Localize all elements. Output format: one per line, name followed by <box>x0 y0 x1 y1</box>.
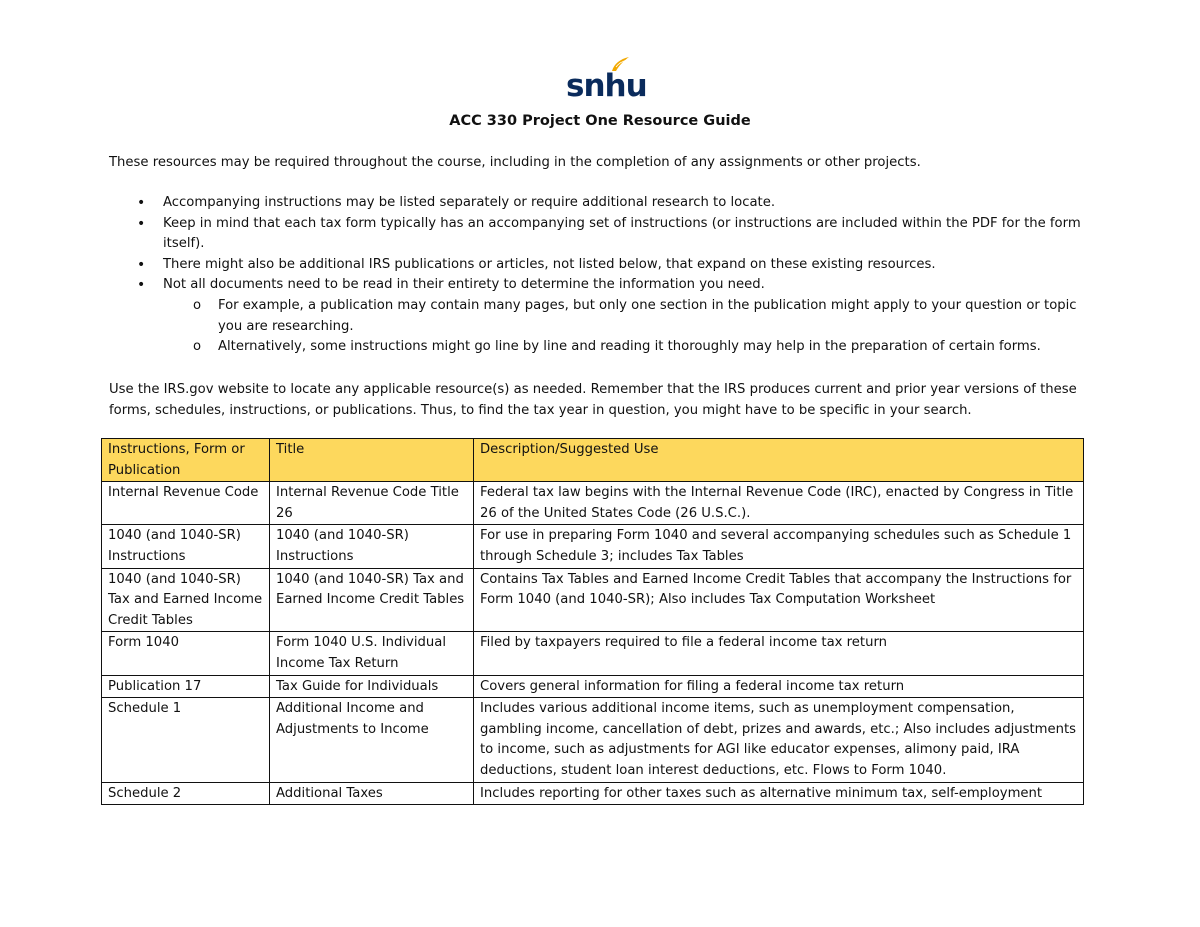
bullet-icon: • <box>137 215 146 232</box>
logo-text: snhu <box>566 68 647 104</box>
table-row <box>102 632 1084 675</box>
table-cell: Contains Tax Tables and Earned Income Credit Tables that accompany the Instructions for Form 1040 (and 1040-SR); Also includes Tax Computation Worksheet <box>474 568 1084 632</box>
table-cell: Internal Revenue Code <box>102 482 270 525</box>
list-item: • Keep in mind that each tax form typically has an accompanying set of instructions (or instructions are included within the PDF for the form itself). <box>137 215 1081 252</box>
column-header: Instructions, Form or Publication <box>102 439 270 482</box>
table-cell: Form 1040 <box>102 632 270 675</box>
table-cell: Additional Income and Adjustments to Income <box>270 698 474 782</box>
table-cell: 1040 (and 1040-SR) Tax and Earned Income Credit Tables <box>270 568 474 632</box>
table-cell: Includes reporting for other taxes such as alternative minimum tax, self-employment <box>474 782 1084 805</box>
table-row <box>102 698 1084 782</box>
table-row <box>102 675 1084 698</box>
column-header: Description/Suggested Use <box>474 439 1084 482</box>
table-cell: 1040 (and 1040-SR) Tax and Earned Income Credit Tables <box>102 568 270 632</box>
hollow-bullet-icon: o <box>193 339 202 355</box>
hollow-bullet-icon: o <box>193 297 202 313</box>
table-cell: Publication 17 <box>102 675 270 698</box>
table-row <box>102 482 1084 525</box>
table-cell: Tax Guide for Individuals <box>270 675 474 698</box>
bullet-icon: • <box>137 277 146 294</box>
table-row <box>102 525 1084 568</box>
table-cell: Internal Revenue Code Title 26 <box>270 482 474 525</box>
page-title: ACC 330 Project One Resource Guide <box>449 113 751 129</box>
table-cell: Filed by taxpayers required to file a federal income tax return <box>474 632 1084 675</box>
table-cell: 1040 (and 1040-SR) Instructions <box>270 525 474 568</box>
table-cell: 1040 (and 1040-SR) Instructions <box>102 525 270 568</box>
table-cell: Covers general information for filing a federal income tax return <box>474 675 1084 698</box>
table-cell: Includes various additional income items, such as unemployment compensation, gambling income, cancellation of debt, prizes and awards, etc.; Also includes adjustments to income, such as adjustments for AGI like educator expenses, alimony paid, IRA deductions, student loan interest deductions, etc. Flows to Form 1040. <box>474 698 1084 782</box>
bullet-icon: • <box>137 256 146 273</box>
table-cell: Form 1040 U.S. Individual Income Tax Return <box>270 632 474 675</box>
intro-paragraph: These resources may be required throughout the course, including in the completion of any assignments or other projects. <box>109 155 921 170</box>
resource-table <box>101 438 1084 805</box>
table-header-row <box>102 439 1084 482</box>
table-cell: Federal tax law begins with the Internal Revenue Code (IRC), enacted by Congress in Title 26 of the United States Code (26 U.S.C.). <box>474 482 1084 525</box>
list-item: • There might also be additional IRS publications or articles, not listed below, that expand on these existing resources. <box>109 255 1099 276</box>
table-row <box>102 568 1084 632</box>
table-cell: Schedule 2 <box>102 782 270 805</box>
table-row <box>102 782 1084 805</box>
sub-list-item: o For example, a publication may contain many pages, but only one section in the publication might apply to your question or topic you are researching. <box>193 297 1077 334</box>
snhu-logo <box>566 56 647 104</box>
closing-paragraph: Use the IRS.gov website to locate any applicable resource(s) as needed. Remember that the IRS produces current and prior year versions of these forms, schedules, instructions, or publications. Thus, to find the tax year in question, you might have to be specific in your search. <box>109 382 1077 418</box>
table-cell: Additional Taxes <box>270 782 474 805</box>
list-item: • Accompanying instructions may be listed separately or require additional research to locate. <box>109 193 1099 214</box>
bullet-list <box>109 193 1099 358</box>
table-cell: Schedule 1 <box>102 698 270 782</box>
column-header: Title <box>270 439 474 482</box>
sub-list-item: o Alternatively, some instructions might go line by line and reading it thoroughly may help in the preparation of certain forms. <box>109 337 1099 358</box>
bullet-icon: • <box>137 195 146 211</box>
list-item: • Not all documents need to be read in their entirety to determine the information you need. <box>109 275 1099 296</box>
table-cell: For use in preparing Form 1040 and several accompanying schedules such as Schedule 1 through Schedule 3; includes Tax Tables <box>474 525 1084 568</box>
